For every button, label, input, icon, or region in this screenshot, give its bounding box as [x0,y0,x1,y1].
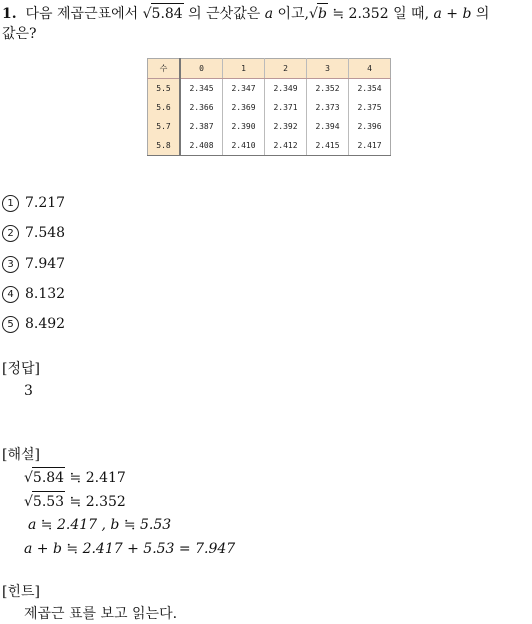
option-3[interactable] [2,254,65,274]
option-4[interactable] [2,284,65,304]
table-cell: 2.371 [265,98,307,117]
table-cell: 2.349 [265,79,307,99]
table-cell: 2.394 [307,117,349,136]
sqrt-expression: √5.84 [24,467,65,488]
table-cell: 2.417 [349,136,391,156]
question-line-1 [2,3,489,24]
circled-number-icon: 5 [2,316,19,333]
explanation-line: a ≒ 2.417 , b ≒ 5.53 [28,517,172,533]
table-header-cell: 4 [349,59,391,79]
sqrt-radicand: b [317,3,328,24]
table-row [148,136,391,156]
table-row [148,79,391,99]
table-cell: 2.410 [223,136,265,156]
explanation-line: √5.84 ≒ 2.417 [24,467,126,488]
table-cell: 2.415 [307,136,349,156]
table-cell: 2.366 [180,98,223,117]
option-value: 8.492 [25,316,66,332]
table-header-cell: 3 [307,59,349,79]
explanation-label: [해설] [2,447,40,463]
variable-a: a [264,6,274,22]
table-cell: 2.347 [223,79,265,99]
answer-label: [정답] [2,361,40,377]
question-text: 다음 제곱근표에서 [25,6,143,22]
option-value: 7.217 [25,195,66,211]
question-line-2: 값은? [2,26,37,42]
explanation-line: √5.53 ≒ 2.352 [24,491,126,512]
square-root-table [147,58,391,156]
question-text: 의 근삿값은 [183,6,265,22]
table-row [148,98,391,117]
table-cell: 2.390 [223,117,265,136]
table-cell: 2.375 [349,98,391,117]
table-header-cell: 수 [148,59,181,79]
option-5[interactable] [2,314,65,334]
circled-number-icon: 3 [2,256,19,273]
sqrt-expression: √b [309,3,328,24]
table-header-cell: 2 [265,59,307,79]
table-cell: 2.345 [180,79,223,99]
question-number: 1. [2,6,17,22]
table-cell: 2.396 [349,117,391,136]
table-row-header: 5.8 [148,136,181,156]
circled-number-icon: 4 [2,286,19,303]
table-header-cell: 0 [180,59,223,79]
table-cell: 2.352 [307,79,349,99]
option-2[interactable] [2,223,65,243]
explanation-line: a + b ≒ 2.417 + 5.53 = 7.947 [24,541,236,557]
hint-text: 제곱근 표를 보고 읽는다. [24,606,178,622]
answer-value: 3 [24,383,33,399]
question-text: 의 [471,6,490,22]
table-cell: 2.373 [307,98,349,117]
sqrt-expression: √5.84 [143,3,184,24]
expression: a + b [433,6,472,22]
table-cell: 2.408 [180,136,223,156]
table-cell: 2.354 [349,79,391,99]
table-row-header: 5.5 [148,79,181,99]
sqrt-radicand: 5.84 [151,3,184,24]
option-value: 7.548 [25,225,66,241]
question-text: 이고, [273,6,310,22]
table-row-header: 5.6 [148,98,181,117]
question-text: ≒ 2.352 일 때, [327,6,434,22]
option-value: 7.947 [25,256,66,272]
hint-label: [힌트] [2,584,40,600]
option-value: 8.132 [25,286,66,302]
circled-number-icon: 2 [2,225,19,242]
table-header-row [148,59,391,79]
sqrt-expression: √5.53 [24,491,65,512]
option-1[interactable] [2,193,65,213]
table-cell: 2.412 [265,136,307,156]
table-header-cell: 1 [223,59,265,79]
table-cell: 2.369 [223,98,265,117]
table-cell: 2.387 [180,117,223,136]
table-cell: 2.392 [265,117,307,136]
circled-number-icon: 1 [2,195,19,212]
table-row-header: 5.7 [148,117,181,136]
table-row [148,117,391,136]
